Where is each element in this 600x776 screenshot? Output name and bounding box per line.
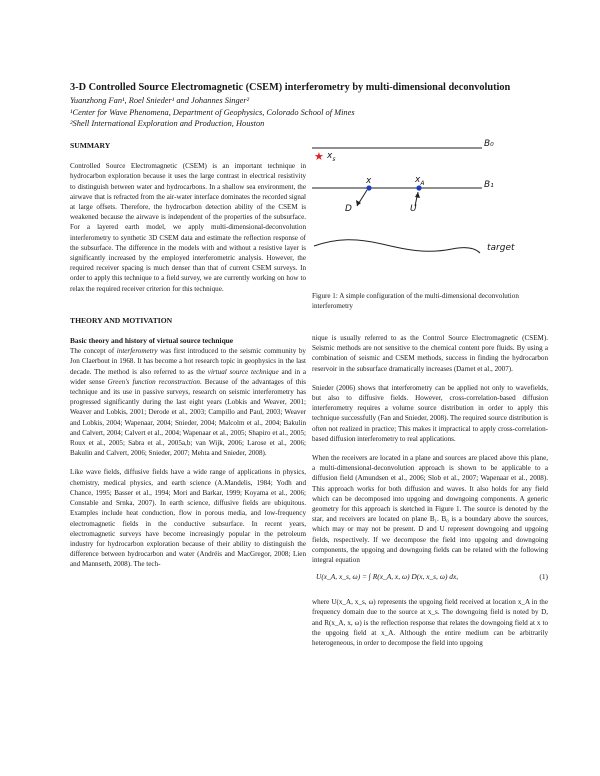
theory-paragraph-1: The concept of interferometry was first introduced to the seismic community by Jon Claerbout in 1968. It has become a hot research topic in geophysics in the last decade. The method is also referred to as the virtual source technique and in a wider sense Green's function reconstruction. Because of the advantages of this technique and its use in passive surveys, research on seismic interferometry has progressed significantly during the last eight years (Lobkis and Weaver, 2001; Weaver and Lobkis, 2001; Derode et al., 2003; Campillo and Paul, 2003; Weaver and Lobkis, 2004; Wapenaar, 2004; Snieder, 2004; Malcolm et al., 2004; Bakulin and Calvert, 2004; Calvert et al., 2004; Wapenaar et al., 2005; Shapiro et al., 2005; Roux et al., 2005; Sabra et al., 2005a,b; van Wijk, 2006; Larose et al., 2006; Bakulin and Calvert, 2006; Snieder, 2007; Mehta and Snieder, 2008). xyxy=(70,347,307,458)
receiver-x-dot xyxy=(366,185,371,190)
right-paragraph-3: When the receivers are located in a plane and sources are placed above this plane, a multi-dimensional-deconvolution approach is shown to be applicable to a diffusion field (Amundsen et al., 2006; Slob et al., 2007; Wapenaar et al., 2008). This approach works for both diffusion and waves. It also holds for any field which can be decomposed into upgoing and downgoing components. A generic geometry for this approach is sketched in Figure 1. The source is denoted by the star, and receivers are located on plane B₁. B₀ is a boundary above the sources, which may or may not be present. D and U represent downgoing and upgoing fields, respectively. If we decompose the field into upgoing and downgoing components, the upgoing and downgoing fields can be related with the following integral equation xyxy=(312,454,548,565)
equation-1-expression: U(x_A, x_s, ω) = ∫ R(x_A, x, ω) D(x, x_s, ω) dx, xyxy=(316,572,459,582)
label-xs: $x_s$ xyxy=(327,151,336,163)
theory-paragraph-2: Like wave fields, diffusive fields have a wide range of applications in physics, chemistry, medical physics, and earth science (A.Mandelis, 1984; Yodh and Chance, 1995; Basser et al., 1994; Mori and Barkar, 1999; Koyama et al., 2006; Constable and Srnka, 2007). In earth science, diffusive fields are ubiquitous. Examples include heat conduction, flow in porous media, and low-frequency electromagnetic fields in the conductive subsurface. In recent years, electromagnetic surveys have become increasingly popular in the petroleum industry for hydrocarbon exploration because of their ability to distinguish the difference between hydrocarbon and water (Andréis and MacGregor, 2008; Lien and Mannseth, 2008). The tech- xyxy=(70,468,306,569)
label-x: x xyxy=(366,176,372,186)
label-b0: B₀ xyxy=(484,139,494,149)
paper-title: 3-D Controlled Source Electromagnetic (CSEM) interferometry by multi-dimensional deconvolution xyxy=(70,82,511,93)
upgoing-arrowhead xyxy=(415,192,420,198)
figure-1 xyxy=(312,138,532,288)
label-xa: $x_A$ xyxy=(415,175,425,187)
right-column xyxy=(312,333,548,648)
target-curve xyxy=(314,240,480,253)
left-column xyxy=(70,141,306,570)
label-d: D xyxy=(345,204,352,214)
figure-1-caption: Figure 1: A simple configuration of the multi-dimensional deconvolution interferometry xyxy=(312,292,519,311)
right-paragraph-1: nique is usually referred to as the Control Source Electromagnetic (CSEM). Seismic methods are not sensitive to the chemical content pore fluids. By using a combination of seismic and CSEM methods, success in finding the hydrocarbon reservoir in the subsurface dramatically increases (Darnet et al., 2007). xyxy=(312,334,548,373)
label-b1: B₁ xyxy=(484,180,494,190)
label-u: U xyxy=(410,204,417,214)
summary-heading: SUMMARY xyxy=(70,141,111,150)
author-list: Yuanzhong Fan¹, Roel Snieder¹ and Johannes Singer² xyxy=(70,96,250,105)
theory-heading: THEORY AND MOTIVATION xyxy=(70,315,173,325)
right-paragraph-2: Snieder (2006) shows that interferometry can be applied not only to wavefields, but also to diffusive fields. However, cross-correlation-based diffusion interferometry requires a volume source distribution in order to apply this technique successfully (Fan and Snieder, 2008). The required source distribution is often not realized in practice; This makes it impractical to apply cross-correlation-based diffusion interferometry to real applications. xyxy=(312,383,548,443)
source-star-icon: ★ xyxy=(314,150,324,163)
equation-1-number: (1) xyxy=(539,572,548,582)
affiliation-1: ¹Center for Wave Phenomena, Department of Geophysics, Colorado School of Mines xyxy=(70,108,355,117)
right-paragraph-4: where U(x_A, x_s, ω) represents the upgoing field received at location x_A in the frequency domain due to the source at x_s. The downgoing field is noted by D, and R(x_A, x, ω) is the reflection response that relates the downgoing field at x to the upgoing field at x_A. Although the entire medium can be arbitrarily heterogeneous, in order to decompose the field into upgoing xyxy=(312,598,548,648)
affiliation-2: ²Shell International Exploration and Production, Houston xyxy=(70,119,265,128)
summary-paragraph: Controlled Source Electromagnetic (CSEM) is an important technique in hydrocarbon exploration because it uses the large contrast in electrical resistivity to distinguish between water and hydrocarbons. In a shallow sea environment, the airwave that is refracted from the air-water interface dominates the recorded signal at large offsets. Therefore, the hydrocarbon detection ability of the CSEM is weakened because the airwave is independent of the properties of the subsurface. For a layered earth model, we apply multi-dimensional-deconvolution interferometry to synthetic 3D CSEM data and estimate the reflection response of the subsurface. The difference in the models with and without a resistive layer is significantly increased by the employed interferometric analysis. However, the required receiver spacing is much denser than that of current CSEM surveys. In order to apply this technique to a field survey, we are currently working on how to relax the required receiver criterion for this technique. xyxy=(70,162,306,293)
label-target: target xyxy=(487,243,515,253)
equation-1 xyxy=(312,567,548,589)
theory-subheading: Basic theory and history of virtual source technique xyxy=(70,336,234,346)
